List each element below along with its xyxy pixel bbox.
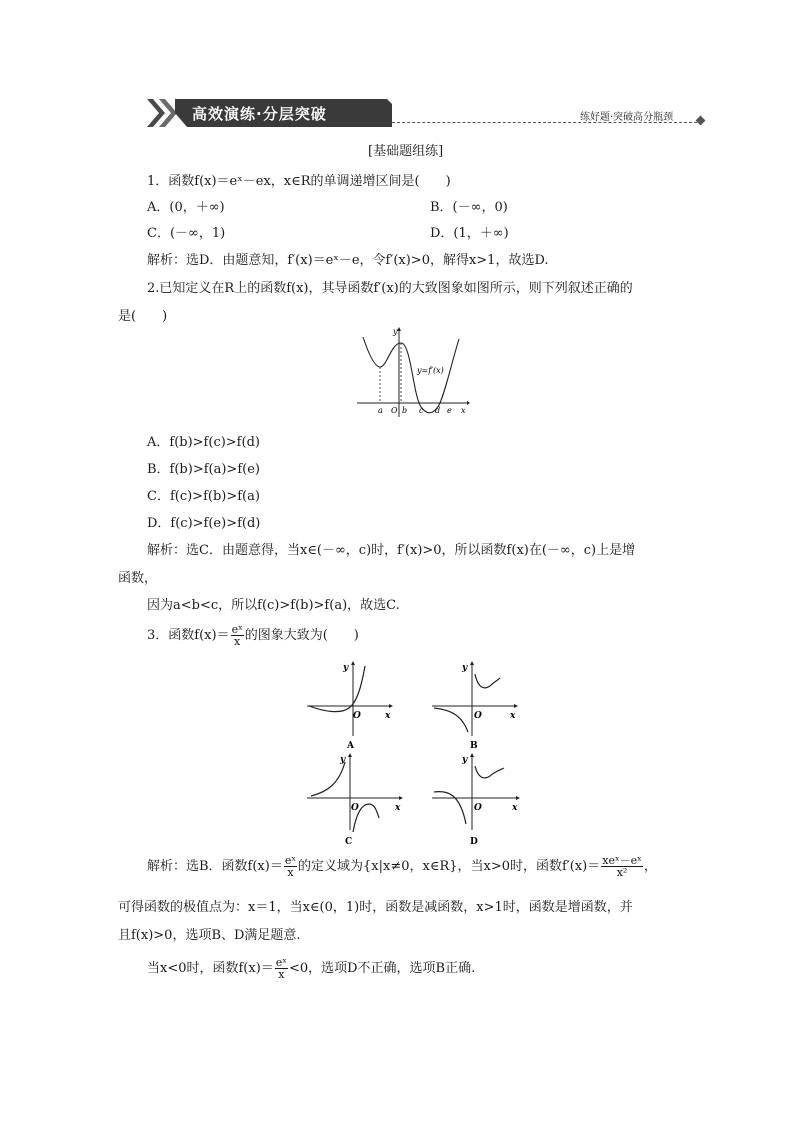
q3-sol1-fraction (284, 855, 297, 878)
q3-sol4-fraction (275, 957, 288, 980)
q3-sol1-frac-den: x (287, 866, 294, 879)
q3-solution-line4 (147, 957, 475, 980)
q3-stem (147, 624, 359, 647)
q3-graph-d-x: x (512, 803, 518, 813)
q3-sol4-frac-den: x (278, 968, 285, 981)
q3-solution-line2: 可得函数的极值点为：x＝1，当x∈(0，1)时，函数是减函数，x>1时，函数是增函数，并 (118, 900, 633, 915)
q3-graph-c (305, 752, 405, 848)
q3-graph-c-o: O (351, 803, 359, 813)
q1-option-d: D．(1，＋∞) (430, 226, 509, 241)
q3-graph-d-label: D (470, 837, 478, 847)
q2-origin-label: O (391, 406, 398, 415)
q3-graph-b (430, 660, 520, 750)
q2-option-c: C．f(c)>f(b)>f(a) (147, 489, 260, 504)
q2-stem-line2: 是( ) (118, 309, 168, 324)
q3-graph-a (305, 660, 395, 750)
q3-graph-d-o: O (474, 803, 482, 813)
q3-sol4-suffix: <0，选项D不正确，选项B正确. (288, 961, 476, 976)
q3-graph-b-label: B (470, 741, 478, 750)
q3-stem-fraction (231, 624, 244, 647)
q2-solution-line2: 函数， (118, 571, 158, 586)
section-title: [基础题组练] (368, 144, 444, 159)
q3-sol1-fraction2 (601, 855, 643, 878)
q3-graph-c-label: C (345, 837, 353, 847)
q2-solution-line1: 解析：选C．由题意得，当x∈(－∞，c)时，f′(x)>0，所以函数f(x)在(－∞，c)上是增 (147, 543, 636, 558)
q3-solution-line3: 且f(x)>0，选项B、D满足题意. (118, 928, 301, 943)
q3-graph-a-o: O (353, 711, 361, 721)
q3-graph-d (430, 752, 525, 848)
q3-sol1-frac2-den: x² (616, 866, 628, 879)
q1-stem: 1．函数f(x)＝eˣ－ex，x∈R的单调递增区间是( ) (147, 174, 451, 189)
q3-sol4-frac-num: eˣ (275, 956, 287, 969)
q2-option-b: B．f(b)>f(a)>f(e) (147, 462, 260, 477)
q3-graph-a-y: y (343, 663, 349, 673)
q2-axis-y-label: y (393, 327, 398, 336)
q2-curve-label: y=f′(x) (417, 366, 444, 375)
q3-graph-d-y: y (462, 755, 468, 765)
q3-sol1-prefix: 解析：选B．函数f(x)＝ (147, 859, 283, 874)
q2-option-a: A．f(b)>f(c)>f(d) (147, 435, 260, 450)
q2-tick-a: a (378, 406, 383, 415)
q3-sol4-prefix: 当x<0时，函数f(x)＝ (147, 961, 274, 976)
q3-frac-num: eˣ (231, 623, 243, 636)
q2-axis-x-label: x (461, 406, 466, 415)
q2-stem-line1: 2.已知定义在R上的函数f(x)，其导函数f′(x)的大致图象如图所示，则下列叙述正确的 (147, 281, 633, 296)
q2-solution-line3: 因为a<b<c，所以f(c)>f(b)>f(a)，故选C. (147, 598, 400, 613)
q3-graph-a-x: x (385, 711, 391, 721)
q3-stem-prefix: 3．函数f(x)＝ (147, 628, 230, 643)
q2-curve (363, 337, 459, 413)
q3-graph-b-o: O (474, 711, 482, 721)
q3-graph-a-label: A (347, 741, 354, 750)
q2-tick-d: d (435, 406, 441, 415)
q3-sol1-suffix: ， (643, 859, 657, 874)
q2-derivative-graph (355, 325, 470, 420)
q1-option-a: A．(0，＋∞) (147, 200, 225, 215)
q3-graph-b-y: y (462, 663, 468, 673)
q3-graph-b-x: x (510, 711, 516, 721)
q1-option-c: C．(－∞，1) (147, 226, 226, 241)
q2-tick-b: b (402, 406, 408, 415)
q3-solution-line1 (147, 855, 657, 878)
q1-option-b: B．(－∞，0) (430, 200, 508, 215)
q3-graph-c-x: x (395, 803, 401, 813)
q3-sol1-frac2-num: xeˣ－eˣ (602, 854, 642, 867)
q2-option-d: D．f(c)>f(e)>f(d) (147, 516, 261, 531)
q3-graph-c-y: y (340, 755, 346, 765)
q3-frac-den: x (234, 635, 241, 648)
q2-tick-c: c (419, 406, 424, 415)
q3-stem-suffix: 的图象大致为( ) (244, 628, 359, 643)
q3-sol1-mid: 的定义域为{x|x≠0，x∈R}，当x>0时，函数f′(x)＝ (298, 859, 601, 874)
header-tagline: 练好题·突破高分瓶颈 (580, 112, 674, 123)
q2-tick-e: e (447, 406, 452, 415)
header-diamond-icon (696, 116, 706, 126)
q1-solution: 解析：选D．由题意知，f′(x)＝eˣ－e，令f′(x)>0，解得x>1，故选D. (147, 253, 549, 268)
q3-sol1-frac-num: eˣ (284, 854, 297, 867)
header-banner-title: 高效演练·分层突破 (192, 105, 327, 123)
